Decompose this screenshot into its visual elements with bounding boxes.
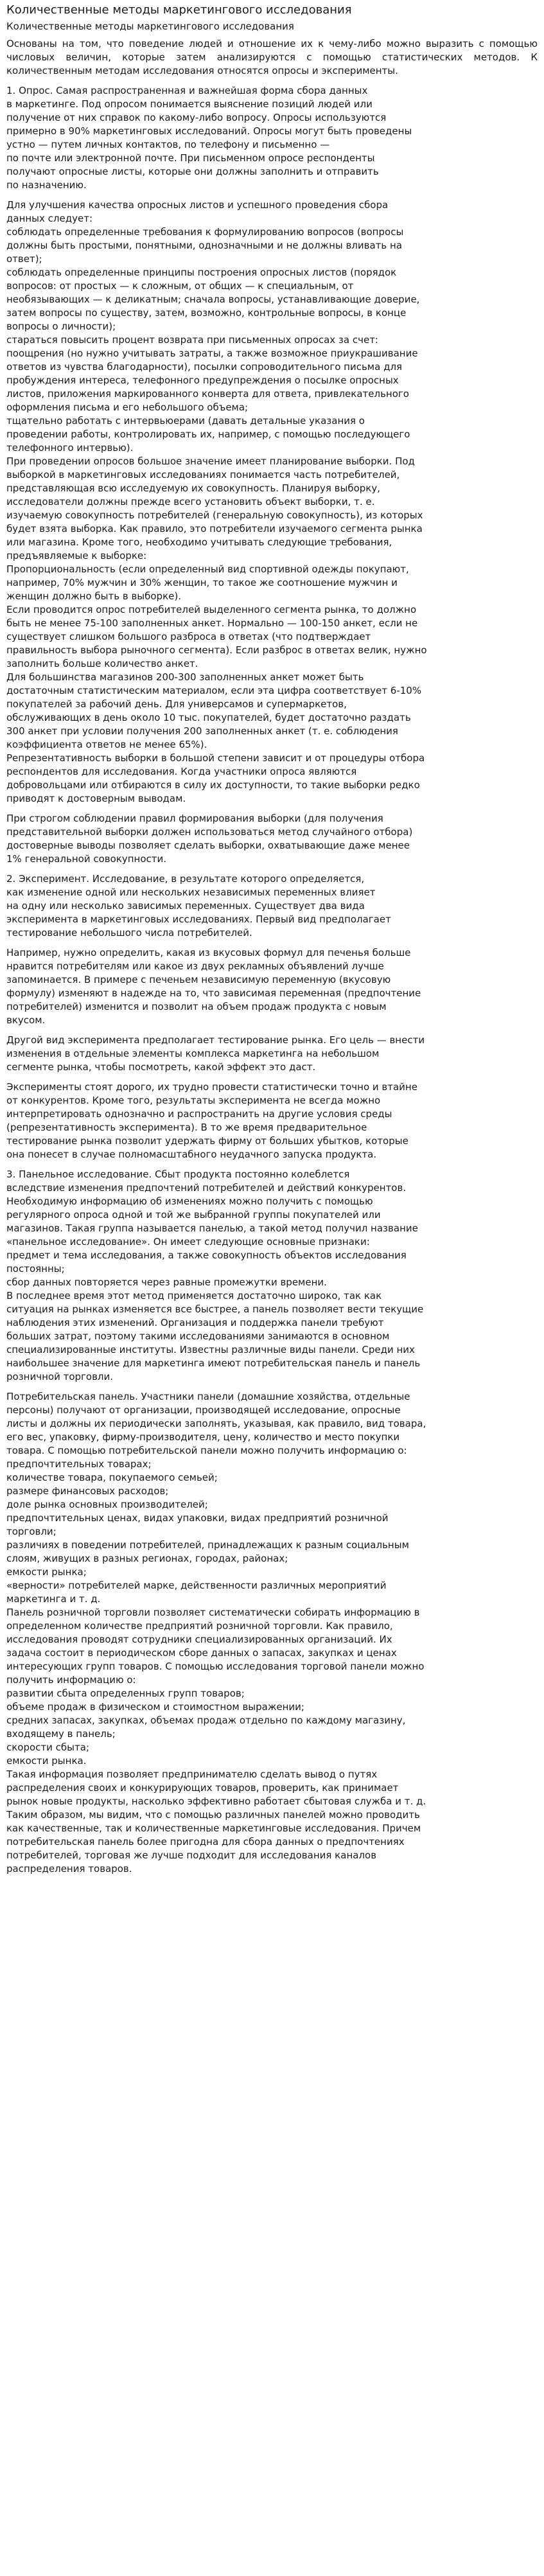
paragraph-sampling-rules: При строгом соблюдении правил формирования выборки (для получения представительной выборки должен использоваться метод случайного отбора) достоверные выводы позволяет сделать выборки, охватывающие даже менее 1% генеральной совокупности. xyxy=(6,813,413,865)
paragraph-experiment-example: Например, нужно определить, какая из вкусовых формул для печенья больше нравится потребителям или какое из двух рекламных объявлений лучше запоминается. В примере с печеньем независимую переменную (вкусовую формулу) изменяют в надежде на то, что зависимая переменная (предпочтение потребителей) изменится и позволит на объем продаж продукта с новым вкусом. xyxy=(6,947,421,1027)
paragraph-consumer-panel: Потребительская панель. Участники панели (домашние хозяйства, отдельные персоны) получают от организации, производящей исследование, опросные листы и должны их периодически заполнять, указывая, как правило, вид товара, его вес, упаковку, фирму-производителя, цену, количество и место покупки товара. С помощью потребительской панели можно получить информацию о: предпочтительных товарах; количестве товара, покупаемого семьей; размере финансовых расходов; доле рынка основных производителей; предпочтительных ценах, видах упаковки, видах предприятий розничной торговли; различиях в поведении потребителей, принадлежащих к разным социальным слоям, живущих в разных регионах, городах, районах; емкости рынка; «верности» потребителей марке, действенности различных мероприятий маркетинга и т. д. Панель розничной торговли позволяет систематически собирать информацию в определенном количестве предприятий розничной торговли. Как правило, исследования проводят сотрудники специализированных организаций. Их задача состоит в периодическом сборе данных о запасах, закупках и ценах интересующих групп товаров. С помощью исследования торговой панели можно получить информацию о: развитии сбыта определенных групп товаров; объеме продаж в физическом и стоимостном выражении; средних запасах, закупках, объемах продаж отдельно по каждому магазину, входящему в панель; скорости сбыта; емкости рынка. Такая информация позволяет предпринимателю сделать вывод о путях распределения своих и конкурирующих товаров, проверить, как принимает рынок новые продукты, насколько эффективно работает сбытовая служба и т. д. Таким образом, мы видим, что с помощью различных панелей можно проводить как качественные, так и количественные маркетинговые исследования. Причем потребительская панель более пригодна для сбора данных о предпочтениях потребителей, торговая же лучше подходит для исследования каналов распределения товаров. xyxy=(6,1391,426,1875)
paragraph-intro: Основаны на том, что поведение людей и отношение их к чему-либо можно выразить с помощью числовых величин, которые затем анализируются с помощью статистических методов. К количественным методам исследования относятся опросы и эксперименты. xyxy=(6,38,538,77)
page-title: Количественные методы маркетингового исследования xyxy=(6,3,352,17)
paragraph-market-test: Другой вид эксперимента предполагает тестирование рынка. Его цель — внести изменения в отдельные элементы комплекса маркетинга на небольшом сегменте рынка, чтобы посмотреть, какой эффект это даст. xyxy=(6,1034,425,1073)
article-subtitle: Количественные методы маркетингового исследования xyxy=(6,21,294,33)
paragraph-experiment: 2. Эксперимент. Исследование, в результате которого определяется, как изменение одной или нескольких независимых переменных влияет на одну или несколько зависимых переменных. Существует два вида эксперимента в маркетинговых исследованиях. Первый вид предполагает тестирование небольшого числа потребителей. xyxy=(6,873,391,939)
paragraph-survey-quality: Для улучшения качества опросных листов и успешного проведения сбора данных следует: соблюдать определенные требования к формулированию вопросов (вопросы должны быть простыми, понятными, однозначными и не должны вливать на ответ); соблюдать определенные принципы построения опросных листов (порядок вопросов: от простых — к сложным, от общих — к специальным, от необязывающих — к деликатным; сначала вопросы, устанавливающие доверие, затем вопросы по существу, затем, возможно, контрольные вопросы, в конце вопросы о личности); стараться повысить процент возврата при письменных опросах за счет: поощрения (но нужно учитывать затраты, а также возможное приукрашивание ответов из чувства благодарности), посылки сопроводительного письма для пробуждения интереса, телефонного предупреждения о посылке опросных листов, приложения маркированного конверта для ответа, привлекательного оформления письма и его небольшого объема; тщательно работать с интервьюерами (давать детальные указания о проведении работы, контролировать их, например, с помощью последующего телефонного интервью). При проведении опросов большое значение имеет планирование выборки. Под выборкой в маркетинговых исследованиях понимается часть потребителей, представляющая всю исследуемую их совокупность. Планируя выборку, исследователи должны прежде всего установить объект выборки, т. е. изучаемую совокупность потребителей (генеральную совокупность), из которых будет взята выборка. Как правило, это потребители изучаемого сегмента рынка или магазина. Кроме того, необходимо учитывать следующие требования, предъявляемые к выборке: Пропорциональность (если определенный вид спортивной одежды покупают, например, 70% мужчин и 30% женщин, то такое же соотношение мужчин и женщин должно быть в выборке). Если проводится опрос потребителей выделенного сегмента рынка, то должно быть не менее 75-100 заполненных анкет. Нормально — 100-150 анкет, если не существует слишком большого разброса в ответах (что подтверждает правильность выбора рыночного сегмента). Если разброс в ответах велик, нужно заполнить больше количество анкет. Для большинства магазинов 200-300 заполненных анкет может быть достаточным статистическим материалом, если эта цифра соответствует 6-10% покупателей за рабочий день. Для универсамов и супермаркетов, обслуживающих в день около 10 тыс. покупателей, будет достаточно раздать 300 анкет при условии получения 200 заполненных анкет (т. е. соблюдения коэффициента ответов не менее 65%). Репрезентативность выборки в большой степени зависит и от процедуры отбора респондентов для исследования. Когда участники опроса являются добровольцами или отбираются в силу их доступности, то такие выборки редко приводят к достоверным выводам. xyxy=(6,199,427,805)
paragraph-panel: 3. Панельное исследование. Сбыт продукта постоянно колеблется вследствие изменения предпочтений потребителей и действий конкурентов. Необходимую информацию об изменениях можно получить с помощью регулярного опроса одной и той же выбранной группы покупателей или магазинов. Такая группа называется панелью, а такой метод получил название «панельное исследование». Он имеет следующие основные признаки: предмет и тема исследования, а также совокупность объектов исследования постоянны; сбор данных повторяется через равные промежутки времени. В последнее время этот метод применяется достаточно широко, так как ситуация на рынках изменяется все быстрее, а панель позволяет вести текущие наблюдения этих изменений. Организация и поддержка панели требуют больших затрат, поэтому такими исследованиями занимаются в основном специализированные институты. Известны различные виды панели. Среди них наибольшее значение для маркетинга имеют потребительская панель и панель розничной торговли. xyxy=(6,1169,424,1383)
paragraph-survey: 1. Опрос. Самая распространенная и важнейшая форма сбора данных в маркетинге. Под опросом понимается выяснение позиций людей или получение от них справок по какому-либо вопросу. Опросы используются примерно в 90% маркетинговых исследований. Опросы могут быть проведены устно — путем личных контактов, по телефону и письменно — по почте или электронной почте. При письменном опросе респонденты получают опросные листы, которые они должны заполнить и отправить по назначению. xyxy=(6,85,412,191)
paragraph-experiment-cost: Эксперименты стоят дорого, их трудно провести статистически точно и втайне от конкурентов. Кроме того, результаты эксперимента не всегда можно интерпретировать однозначно и распространить на другие условия среды (репрезентативность эксперимента). В то же время предварительное тестирование рынка позволит удержать фирму от больших убытков, которые она понесет в случае полномасштабного неудачного запуска продукта. xyxy=(6,1081,417,1161)
